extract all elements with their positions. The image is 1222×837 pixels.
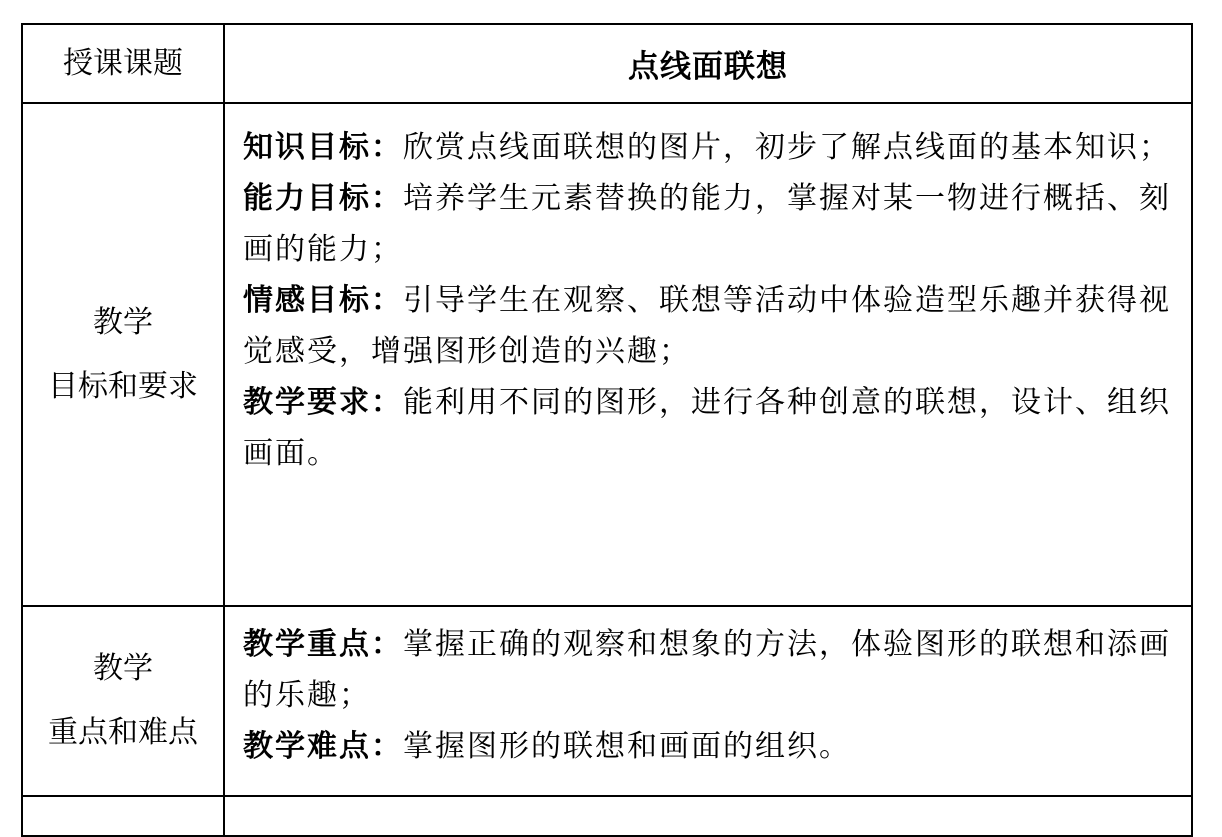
key-term: 教学重点：	[243, 627, 403, 662]
lesson-topic-value-cell	[224, 24, 1192, 103]
key-text: 掌握正确的观察和想象的方法，体验图形的联想和添画的乐趣；	[243, 627, 1171, 713]
goal-term: 教学要求：	[243, 385, 403, 420]
key-item-difficulty	[243, 721, 1177, 772]
row-next-cut-off	[22, 796, 1192, 836]
goal-text: 能利用不同的图形，进行各种创意的联想，设计、组织画面。	[243, 385, 1171, 471]
row-lesson-topic	[22, 24, 1192, 103]
goals-label-cell	[22, 103, 224, 606]
lesson-plan-table	[21, 23, 1193, 837]
goal-term: 能力目标：	[243, 181, 403, 216]
key-term: 教学难点：	[243, 729, 403, 764]
row-goals-requirements	[22, 103, 1192, 606]
lesson-topic-label-cell	[22, 24, 224, 103]
row-key-points-difficulties	[22, 606, 1192, 796]
goals-label-line1: 教学	[93, 304, 153, 340]
lesson-topic-value: 点线面联想	[628, 49, 788, 85]
keys-label-line2: 重点和难点	[48, 715, 198, 750]
lesson-topic-label: 授课课题	[63, 45, 183, 81]
goal-term: 情感目标：	[243, 283, 403, 318]
keys-content-cell	[224, 606, 1192, 796]
keys-label-line1: 教学	[93, 651, 153, 686]
goal-item-ability	[243, 173, 1177, 275]
goals-content-cell	[224, 103, 1192, 606]
key-text: 掌握图形的联想和画面的组织。	[403, 729, 851, 764]
goal-text: 欣赏点线面联想的图片，初步了解点线面的基本知识；	[403, 130, 1171, 165]
goal-item-emotion	[243, 275, 1177, 377]
next-label-cell	[22, 796, 224, 836]
key-item-focus	[243, 619, 1177, 721]
goal-item-requirement	[243, 377, 1177, 479]
goal-term: 知识目标：	[243, 130, 403, 165]
goal-text: 培养学生元素替换的能力，掌握对某一物进行概括、刻画的能力；	[243, 181, 1171, 267]
goal-item-knowledge	[243, 122, 1177, 173]
keys-label-cell	[22, 606, 224, 796]
next-content-cell	[224, 796, 1192, 836]
goals-label-line2: 目标和要求	[48, 368, 198, 404]
goal-text: 引导学生在观察、联想等活动中体验造型乐趣并获得视觉感受，增强图形创造的兴趣；	[243, 283, 1171, 369]
